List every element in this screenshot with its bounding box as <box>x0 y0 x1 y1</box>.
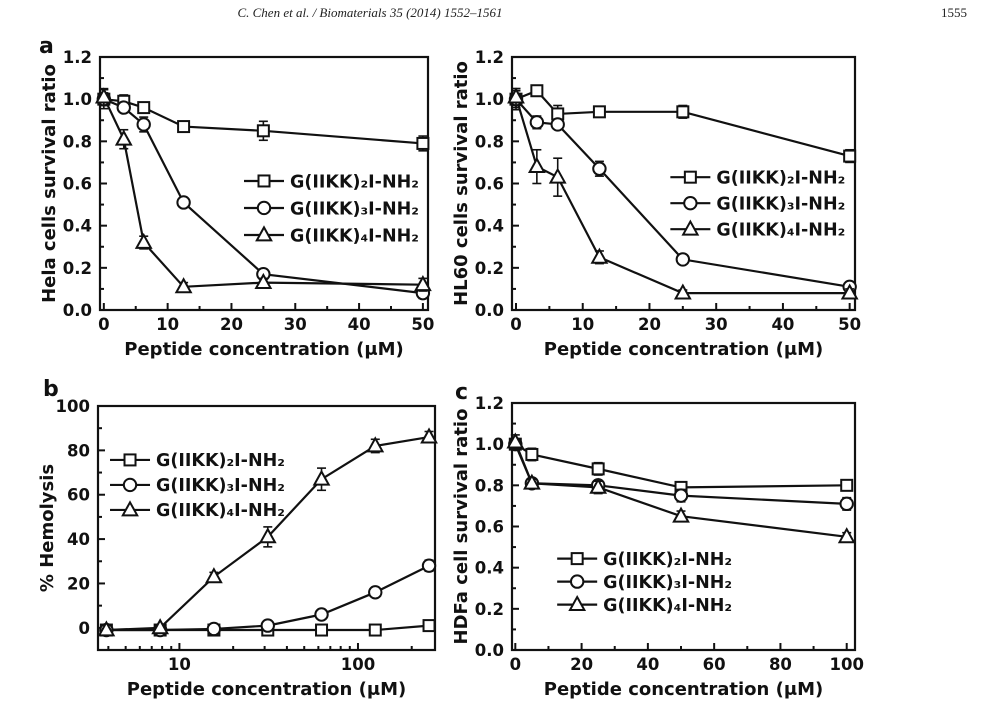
x-tick-label: 20 <box>637 315 661 334</box>
y-tick-label: 0.8 <box>474 476 504 496</box>
x-tick-label: 0 <box>98 315 110 334</box>
x-tick-label: 40 <box>771 315 795 334</box>
y-tick-label: 1.2 <box>62 47 92 67</box>
x-tick-label: 10 <box>167 655 191 674</box>
y-tick-label: 40 <box>67 530 90 550</box>
x-tick-label: 80 <box>768 655 792 674</box>
legend-label: G(IIKK)₂I-NH₂ <box>603 549 733 570</box>
y-axis-title: HL60 cells survival ratio <box>451 61 472 306</box>
x-tick-label: 10 <box>571 315 595 334</box>
legend-label: G(IIKK)₄I-NH₂ <box>156 501 285 522</box>
x-tick-label: 20 <box>570 655 594 674</box>
chart-hela-survival <box>35 40 455 360</box>
legend-label: G(IIKK)₃I-NH₂ <box>156 476 285 497</box>
y-tick-label: 0 <box>78 618 90 638</box>
x-axis-title: Peptide concentration (μM) <box>543 338 824 360</box>
y-tick-label: 1.0 <box>62 90 92 110</box>
y-tick-label: 20 <box>67 574 90 594</box>
x-tick-label: 0 <box>509 655 522 674</box>
legend-label: G(IIKK)₂I-NH₂ <box>290 172 419 193</box>
y-tick-label: 60 <box>67 485 90 505</box>
series-points-circle <box>509 438 853 510</box>
x-tick-label: 50 <box>838 315 862 334</box>
y-tick-label: 0.6 <box>474 517 504 537</box>
y-tick-label: 0.4 <box>474 216 504 236</box>
chart-hdfa-survival <box>447 380 882 705</box>
y-tick-label: 1.0 <box>474 90 504 110</box>
x-tick-label: 30 <box>283 315 307 334</box>
legend-label: G(IIKK)₂I-NH₂ <box>716 168 846 189</box>
y-tick-label: 0.0 <box>474 300 504 320</box>
axes <box>98 406 412 650</box>
y-tick-label: 0.6 <box>474 174 504 194</box>
legend-label: G(IIKK)₃I-NH₂ <box>716 194 846 215</box>
y-tick-label: 1.2 <box>474 47 504 67</box>
y-tick-label: 0.2 <box>474 258 504 278</box>
y-axis-title: Hela cells survival ratio <box>39 64 60 303</box>
x-tick-label: 30 <box>704 315 728 334</box>
y-tick-label: 0.6 <box>62 174 92 194</box>
y-axis-title: HDFa cell survival ratio <box>451 408 472 645</box>
x-tick-label: 0 <box>510 315 522 334</box>
legend-label: G(IIKK)₄I-NH₂ <box>716 220 846 241</box>
y-tick-label: 80 <box>67 441 90 461</box>
citation-text: C. Chen et al. / Biomaterials 35 (2014) 1552–1561 <box>237 5 503 20</box>
y-tick-label: 0.4 <box>474 558 504 578</box>
series-points-circle <box>100 560 435 637</box>
series-line-square <box>516 91 850 156</box>
legend-label: G(IIKK)₄I-NH₂ <box>603 595 733 616</box>
running-head <box>0 5 740 21</box>
x-tick-label: 60 <box>702 655 726 674</box>
panel-label-b: b <box>43 377 59 402</box>
y-tick-label: 100 <box>55 396 90 416</box>
legend <box>557 550 732 616</box>
y-tick-label: 0.8 <box>62 132 92 152</box>
legend-label: G(IIKK)₄I-NH₂ <box>290 226 419 247</box>
legend <box>110 451 285 521</box>
legend-label: G(IIKK)₂I-NH₂ <box>156 451 285 472</box>
y-tick-label: 1.2 <box>474 393 504 413</box>
x-axis-title: Peptide concentration (μM) <box>124 338 404 360</box>
y-tick-label: 0.8 <box>474 132 504 152</box>
x-tick-label: 10 <box>156 315 180 334</box>
series-points-circle <box>510 91 856 293</box>
plot-frame <box>98 406 435 650</box>
y-tick-label: 0.2 <box>474 599 504 619</box>
x-tick-label: 50 <box>411 315 435 334</box>
y-tick-label: 0.2 <box>62 258 92 278</box>
x-tick-label: 40 <box>636 655 660 674</box>
panel-label-c: c <box>455 380 469 405</box>
y-tick-label: 0.0 <box>62 300 92 320</box>
x-tick-label: 100 <box>829 655 864 674</box>
x-axis-title: Peptide concentration (μM) <box>543 678 824 700</box>
y-tick-label: 0.0 <box>474 640 504 660</box>
legend-label: G(IIKK)₃I-NH₂ <box>290 199 419 220</box>
x-tick-label: 20 <box>219 315 243 334</box>
panel-label-a: a <box>39 34 54 59</box>
legend-label: G(IIKK)₃I-NH₂ <box>603 572 733 593</box>
chart-hl60-survival <box>447 40 882 360</box>
y-tick-label: 1.0 <box>474 435 504 455</box>
legend <box>244 172 419 246</box>
y-tick-label: 0.4 <box>62 216 92 236</box>
chart-hemolysis <box>35 380 455 705</box>
x-tick-label: 100 <box>340 655 376 674</box>
x-tick-label: 40 <box>347 315 371 334</box>
legend <box>670 168 845 240</box>
page-number: 1555 <box>941 5 967 20</box>
y-axis-title: % Hemolysis <box>37 463 58 593</box>
x-axis-title: Peptide concentration (μM) <box>126 678 407 700</box>
